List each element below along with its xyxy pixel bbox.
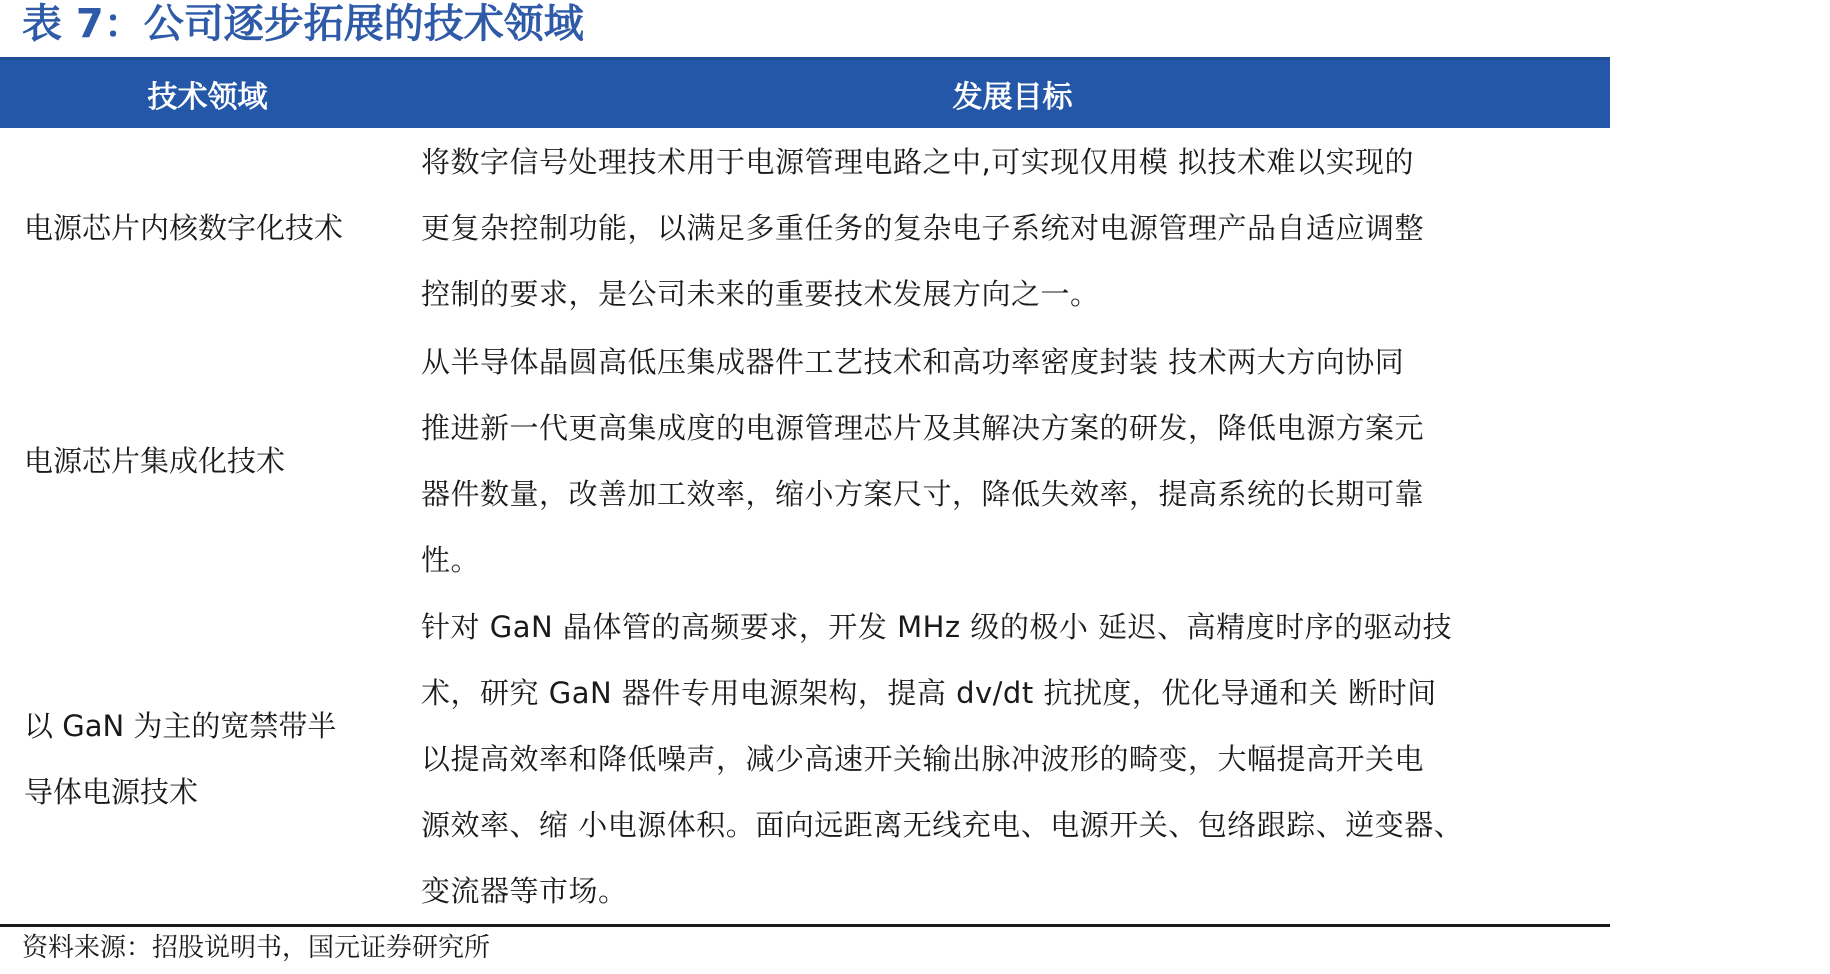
table-row xyxy=(0,594,1610,924)
dev-goal-cell xyxy=(418,594,1610,924)
dev-goal-cell xyxy=(418,129,1610,327)
goal-line: 器件数量，改善加工效率，缩小方案尺寸，降低失效率，提高系统的长期可靠 xyxy=(421,477,1425,511)
tech-field-cell: 电源芯片内核数字化技术 xyxy=(24,211,344,245)
source-note: 资料来源：招股说明书，国元证券研究所 xyxy=(22,933,491,963)
table-title: 表 7：公司逐步拓展的技术领域 xyxy=(22,1,584,47)
goal-line: 性。 xyxy=(421,543,481,577)
tech-field-cell: 电源芯片集成化技术 xyxy=(24,444,286,478)
goal-line: 控制的要求，是公司未来的重要技术发展方向之一。 xyxy=(421,277,1100,311)
header-dev-goal: 发展目标 xyxy=(952,80,1073,115)
goal-line: 从半导体晶圆高低压集成器件工艺技术和高功率密度封装 技术两大方向协同 xyxy=(421,345,1405,379)
dev-goal-cell xyxy=(418,329,1610,593)
header-tech-field: 技术领域 xyxy=(147,80,268,115)
table-row xyxy=(0,128,1610,328)
goal-line: 更复杂控制功能，以满足多重任务的复杂电子系统对电源管理产品自适应调整 xyxy=(421,211,1425,245)
goal-line: 推进新一代更高集成度的电源管理芯片及其解决方案的研发，降低电源方案元 xyxy=(421,411,1425,445)
tech-field-cell: 以 GaN 为主的宽禁带半 导体电源技术 xyxy=(24,709,337,809)
table-bottom-rule xyxy=(0,924,1610,927)
goal-line: 变流器等市场。 xyxy=(421,874,628,908)
goal-line: 以提高效率和降低噪声，减少高速开关输出脉冲波形的畸变，大幅提高开关电 xyxy=(421,742,1425,776)
goal-line: 将数字信号处理技术用于电源管理电路之中,可实现仅用模 拟技术难以实现的 xyxy=(421,145,1414,179)
table-row xyxy=(0,328,1610,594)
tech-domain-table xyxy=(0,57,1610,927)
goal-line: 针对 GaN 晶体管的高频要求，开发 MHz 级的极小 延迟、高精度时序的驱动技 xyxy=(421,610,1453,644)
table-header-row xyxy=(0,60,1610,128)
goal-line: 源效率、缩 小电源体积。面向远距离无线充电、电源开关、包络跟踪、逆变器、 xyxy=(421,808,1464,842)
goal-line: 术，研究 GaN 器件专用电源架构，提高 dv/dt 抗扰度，优化导通和关 断时间 xyxy=(421,676,1437,710)
